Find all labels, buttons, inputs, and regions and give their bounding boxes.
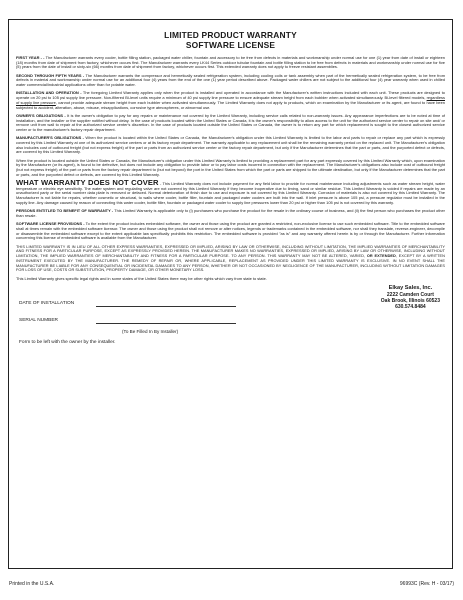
disclaimer-section [16,245,445,274]
entitled-heading: PERSONS ENTITLED TO BENEFIT OF WARRANTY - [16,208,114,214]
date-of-installation-line[interactable] [96,305,236,307]
second-fifth-text: The Manufacturer warrants the compressor and hermetically sealed refrigeration system, including cooling coils or tank assembly when part of the hermetically sealed refrigeration system, to be free from defects in material and workmanship under normal use for an additional four (4) years from the end of the one (1) year period described above. Packaged water chillers are not subject to the additional four (4) year warranty when used in chilled water commercial/industrial applications other than for potable water. [16,72,445,88]
company-address [381,285,440,310]
not-cover-section [16,178,445,206]
entitled-text: This Limited Warranty is applicable only to (i) purchasers who purchase the product for the resale in the ordinary course of business, and (ii) the first person who purchases the product other than resale. [16,208,445,218]
installation-section [16,91,445,110]
document-title: LIMITED PRODUCT WARRANTY [164,30,297,40]
company-city: Oak Brook, Illinois 60523 [380,297,440,304]
software-text: To the extent the product includes embedded software, the owner and those using the product are granted a restricted, non-exclusive license to use such embedded software. Title to the embedded software shall at times remain with the embedded software licensor. The owner and those using the product shall not remove or alter notices, legends or trademarks contained in the embedded software, nor shall they translate, reverse-engineer, decompile or disassemble the embedded software except to the extent applicable law specifically prohibits this restriction. The embedded software is provided "as is" and any warranty offered herein is by or through the Manufacturer. Further information concerning this license of embedded software is available from the Manufacturer. [16,221,445,241]
date-of-installation-label: DATE OF INSTALLATION [19,301,75,307]
installation-text-a: The foregoing Limited Warranty applies only when the product is installed and operated in accordance with the Manufacturer's written instructions included with each unit. These products are designed to operate on 20 psi to 105 psi supply line pressure. Non-filtered Bi-level units require a minimum of 40 psi supply line pressure to ensure adequate stream height from each bubbler when activated simultaneously. Bi-level filtered models, [16,90,445,101]
company-phone: 630.574.8484 [395,304,426,311]
not-cover-text: - This Limited Warranty does not include payment for any field labor to provide for normal maintenance including adjustments such as water stream height, water temperature or electric eye sensitivity. The water system and regulating valve are not covered by this Limited Warranty if they become inoperative due to liming, sand or similar residue. This Limited Warranty is voided if repairs are made by an unauthorized party or the serial number data plate is removed or defaced. Normal deterioration of finish due to use and exposure is not covered by this Limited Warranty. Corrosion of materials is also not covered by this Limited Warranty. The Manufacturer is not liable for repairs, whether cosmetic or structural, to walls where cooler, bottle filler, fountain and packaged water coolers are built into the wall. If inlet pressure is above 105 psi, a pressure regulator must be installed in the supply line. Any damage caused by reason of connecting this water cooler, bottle filler, fountain or packaged water cooler to supply line pressures lower than 20 psi or higher than 105 psi is not covered by this warranty. [16,181,445,205]
owner-heading: OWNER'S OBLIGATIONS - [16,112,66,118]
second-fifth-section [16,74,445,88]
printed-in-label: Printed in the U.S.A. [9,581,55,587]
document-subtitle: SOFTWARE LICENSE [185,40,276,50]
manufacturer-heading: MANUFACTURER'S OBLIGATIONS - [16,135,84,141]
disclaimer-text-a: THIS LIMITED WARRANTY IS IN LIEU OF ALL OTHER EXPRESS WARRANTIES, EXPRESSED OR IMPLIED, ARISING BY LAW OR OTHERWISE, INCLUDING WITHOUT LIMITATION, THE IMPLIED WARRANTIES OF MERCHANTABILITY AND FITNESS FOR A PARTICULAR PURPOSE, EXCEPT AS EXPRESSLY PROVIDED HEREIN. THE MANUFACTURER MAKES NO WARRANTIES, EXPRESSED OR IMPLIED, ARISING BY LAW OR OTHERWISE, INCLUDING WITHOUT LIMITATION, THE IMPLIED WARRANTIES OF MERCHANTABILITY AND FITNESS FOR A PARTICULAR PURPOSE. TO ANY PERSON. THIS WARRANTY MAY NOT BE ALTERED, VARIED, [16,244,445,259]
second-fifth-heading: SECOND THROUGH FIFTH YEARS - [16,72,85,78]
installation-text-b: , cannot provide adequate stream height from each bubbler when activated simultaneously. The Limited Warranty does not apply to products, which on examination by the Manufacturer or its agent, are found to have been subjected to accident, alteration, abuse, misuse, misapplications, corrosive type atmospheres, or abnormal use. [16,99,445,110]
disclaimer-text-b: , EXCEPT BY A WRITTEN INSTRUMENT EXECUTED BY THE MANUFACTURER. THE REMEDY OF REPAIR OR, WHERE APPLICABLE, REPLACEMENT AS PROVIDED UNDER THIS LIMITED WARRANTY IS EXCLUSIVE. IN NO EVENT SHALL THE MANUFACTURER BE LIABLE FOR ANY CONSEQUENTIAL OR INCIDENTAL DAMAGES TO ANY PERSON, WHETHER OR NOT OCCASIONED BY NEGLIGENCE OF THE MANUFACTURER, INCLUDING WITHOUT LIMITATION DAMAGES FOR LOSS OF USE, COSTS OR SUBSTITUTION, PROPERTY DAMAGE, OR OTHER MONETARY LOSS. [16,254,445,273]
rights-section: This Limited Warranty gives specific legal rights and in some states of the United States there may be other rights which vary from state to state. [16,275,267,281]
serial-number-label: SERIAL NUMBER [19,318,59,324]
company-street: 2222 Camden Court [386,291,434,298]
first-year-heading: FIRST YEAR - - [16,55,45,60]
entitled-section [16,209,445,218]
company-name: Elkay Sales, Inc. [388,285,433,292]
manufacturer-section [16,136,445,155]
not-cover-heading: WHAT WARRANTY DOES NOT COVER [16,178,159,188]
form-note: Form to be left with the owner by the installer. [19,340,116,346]
manufacturer-text: When the product is located within the United States or Canada, the Manufacturer's obligation under this Limited Warranty is limited to the labor and parts to repair or replace any part which is expressly covered by this Limited Warranty at one of its authorized service centers or at its factory repair department. The warranty applicable to any replacement unit shall be the remaining warranty period on the replaced unit. The Manufacturer's obligation also includes cost of outbound freight (but not express freight) of the part or parts from an authorized service center or the factory repair department, but only if the Manufacturer determines that the part or parts, and the purported defect or defects, are covered by this Limited Warranty. [16,135,445,155]
software-heading: SOFTWARE LICENSE PROVISIONS - [16,221,85,227]
owner-text: It is the owner's obligation to pay for any repairs or maintenance not covered by the Limited Warranty, including service calls related to non-warranty issues. Any appearance imperfections are to be noted at time of installation, and the installer or the supplier notified without delay. In the case of products located within the United States or Canada, it is the owner's responsibility to allow access to the unit for the authorized service center to repair on site and/ or remove unit from wall to repair at the authorized service center's discretion. In the case of products located outside the United States or Canada, the owner is to return any part for which replacement is sought to the closest authorized service center or to the manufacturer's factory repair department. [16,112,445,132]
manufacturer-section-2: When the product is located outside the United States or Canada, the Manufacturer's obligation under this Limited Warranty is limited to providing a replacement part for any part expressly covered by this Limited Warranty which, upon examination by the Manufacturer (or its agent), is found to be defective, but does not include any obligation to provide labor or to pay labor costs incurred in connection with the replacement. The Manufacturer's obligations also include cost of outbound freight (but not express freight) of the part or parts from the factory repair department to (but not beyond) the port in the United States from which the part or parts are shipped to the ultimate destination, but only if the Manufacturer determines that the part or parts, and the purported defect or defects, are covered by this Limited Warranty. [16,157,445,177]
first-year-section [16,56,445,70]
form-revision-label: 96993C (Rev. H - 03/17) [399,581,454,587]
serial-number-line[interactable] [96,322,236,324]
warranty-document [8,19,453,569]
installation-heading: INSTALLATION AND OPERATION - [16,90,82,96]
software-section [16,222,445,241]
owner-section [16,114,445,133]
fill-in-note: (To Be Filled In By Installer) [122,329,179,335]
disclaimer-text-bold: OR EXTENDED [366,254,396,259]
installation-text-underlined: regardless of supply line pressure [16,95,445,105]
signature-area [16,285,445,347]
first-year-text: The Manufacturer warrants every cooler, bottle filling station, packaged water chiller, fountain and accessory to be free from defects in materials and workmanship under normal use for one (1) year from date of install or eighteen (18) months from date of shipment from factory, whichever occurs first. The Manufacturer warrants every LK44 Series outdoor tubular fountain and bottle filling station to be free from defects in materials and workmanship under normal use for five (5) years from the date of install or sixty-six (66) months from date of shipment from factory, whichever occurs first. This extended warranty does not apply to freeze resistant assemblies. [16,55,445,70]
